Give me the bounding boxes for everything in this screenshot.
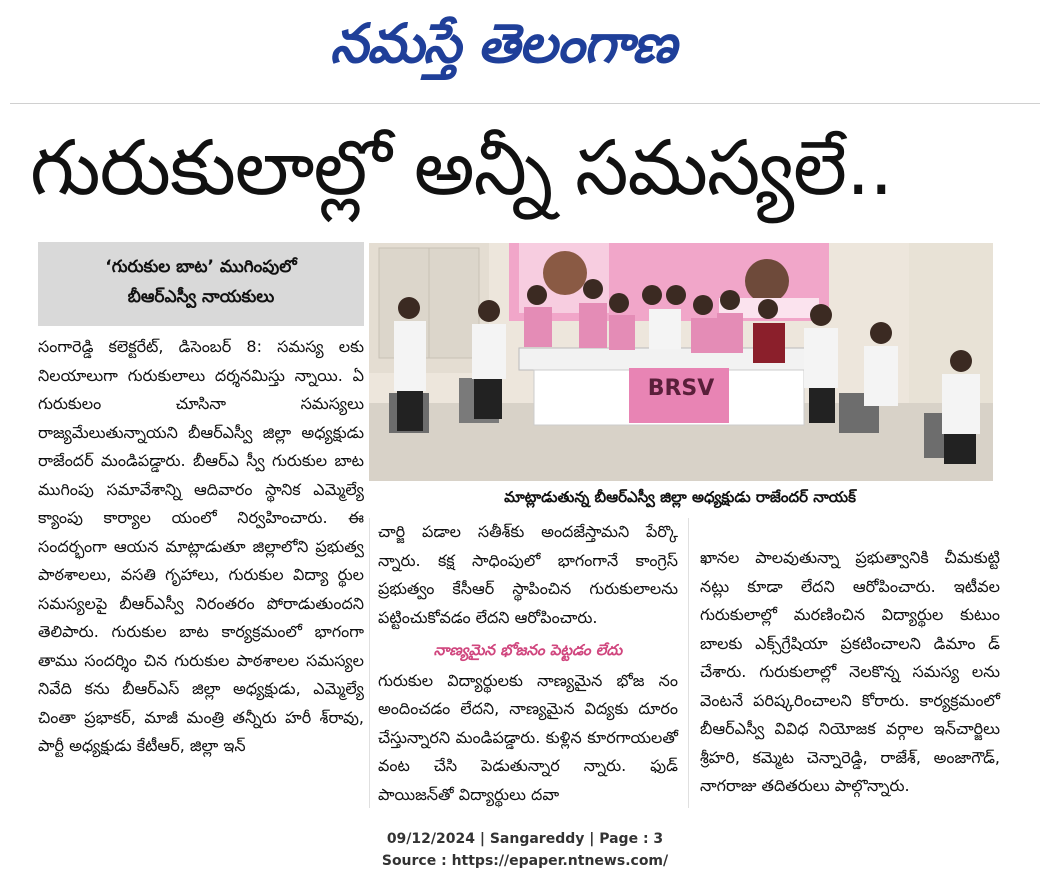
footer bbox=[0, 828, 1050, 872]
headline: గురుకులాల్లో అన్నీ సమస్యలే.. bbox=[30, 123, 893, 212]
kicker-line-2: బీఆర్‌ఎస్వీ నాయకులు bbox=[127, 287, 275, 307]
article-paragraph: చార్జి పడాల సతీశ్‌కు అందజేస్తామని పేర్కొ న్నారు. కక్ష సాధింపులో భాగంగానే కాంగ్రెస్ ప్రభుత్వం కేసీఆర్ స్థాపించిన గురుకులాలను పట్టించుకోవడం లేదని ఆరోపించారు. bbox=[378, 522, 678, 627]
kicker-box bbox=[38, 242, 364, 326]
article-column-1 bbox=[38, 333, 364, 761]
kicker-line-1: ‘గురుకుల బాట’ ముగింపులో bbox=[105, 257, 297, 277]
article-paragraph: గురుకుల విద్యార్థులకు నాణ్యమైన భోజ నం అందించడం లేదని, నాణ్యమైన విద్యకు దూరం చేస్తున్నారని మండిపడ్డారు. కుళ్లిన కూరగాయలతో వంట చేసి పెడుతున్నార న్నారు. ఫుడ్ పాయిజన్‌తో విద్యార్థులు దవా bbox=[378, 670, 678, 804]
footer-source: Source : https://epaper.ntnews.com/ bbox=[381, 853, 669, 869]
article-paragraph: సంగారెడ్డి కలెక్టరేట్, డిసెంబర్ 8: సమస్య లకు నిలయాలుగా గురుకులాలు దర్శనమిస్తు న్నాయి. ఏ గురుకులం చూసినా సమస్యలు రాజ్యమేలుతున్నాయని బీఆర్‌ఎస్వీ జిల్లా అధ్యక్షుడు రాజేందర్ మండిపడ్డారు. బీఆర్ఎ స్వీ గురుకుల బాట ముగింపు సమావేశాన్ని ఆదివారం స్థానిక ఎమ్మెల్యే క్యాంపు కార్యాల యంలో నిర్వహించారు. ఈ సందర్భంగా ఆయన మాట్లాడుతూ జిల్లాలోని ప్రభుత్వ పాఠశాలలు, వసతి గృహాలు, గురుకుల విద్యా ర్థుల సమస్యలపై బీఆర్‌ఎస్వీ నిరంతరం పోరాడుతుందని తెలిపారు. గురుకుల బాట కార్యక్రమంలో భాగంగా తాము సందర్శిం చిన గురుకుల పాఠశాలల సమస్యల నివేది కను బీఆర్‌ఎస్ జిల్లా అధ్యక్షుడు, ఎమ్మెల్యే చింతా ప్రభాకర్, మాజీ మంత్రి తన్నీరు హరీ శ్‌రావు, పార్టీ అధ్యక్షుడు కేటీఆర్, జిల్లా ఇన్ bbox=[38, 337, 364, 755]
masthead-logo: నమస్తే తెలంగాణ bbox=[330, 12, 676, 75]
photo-caption: మాట్లాడుతున్న బీఆర్‌ఎస్వీ జిల్లా అధ్యక్షుడు రాజేందర్ నాయక్ bbox=[504, 488, 856, 506]
article-paragraph: ఖానల పాలవుతున్నా ప్రభుత్వానికి చీమకుట్టి నట్లు కూడా లేదని ఆరోపించారు. ఇటీవల గురుకులాల్లో మరణించిన విద్యార్థుల కుటుం బాలకు ఎక్స్‌గ్రేషియా ప్రకటించాలని డిమాం డ్ చేశారు. గురుకులాల్లో నెలకొన్న సమస్య లను వెంటనే పరిష్కరించాలని కోరారు. కార్యక్రమంలో బీఆర్‌ఎస్వీ వివిధ నియోజక వర్గాల ఇన్‌చార్జిలు శ్రీహరి, కమ్మెట చెన్నారెడ్డి, రాజేశ్, అంజాగౌడ్, నాగరాజు తదితరులు పాల్గొన్నారు. bbox=[700, 548, 1000, 795]
column-divider bbox=[688, 518, 689, 808]
article-column-3 bbox=[700, 544, 1000, 801]
column-divider bbox=[369, 518, 370, 808]
news-photo bbox=[369, 243, 993, 481]
footer-dateline: 09/12/2024 | Sangareddy | Page : 3 bbox=[386, 831, 664, 847]
divider bbox=[10, 103, 1040, 104]
section-subhead: నాణ్యమైన భోజనం పెట్టడం లేదు bbox=[433, 641, 623, 659]
brsv-flag-text: BRSV bbox=[647, 376, 715, 401]
article-column-2 bbox=[378, 518, 678, 809]
photo-illustration bbox=[369, 243, 993, 481]
